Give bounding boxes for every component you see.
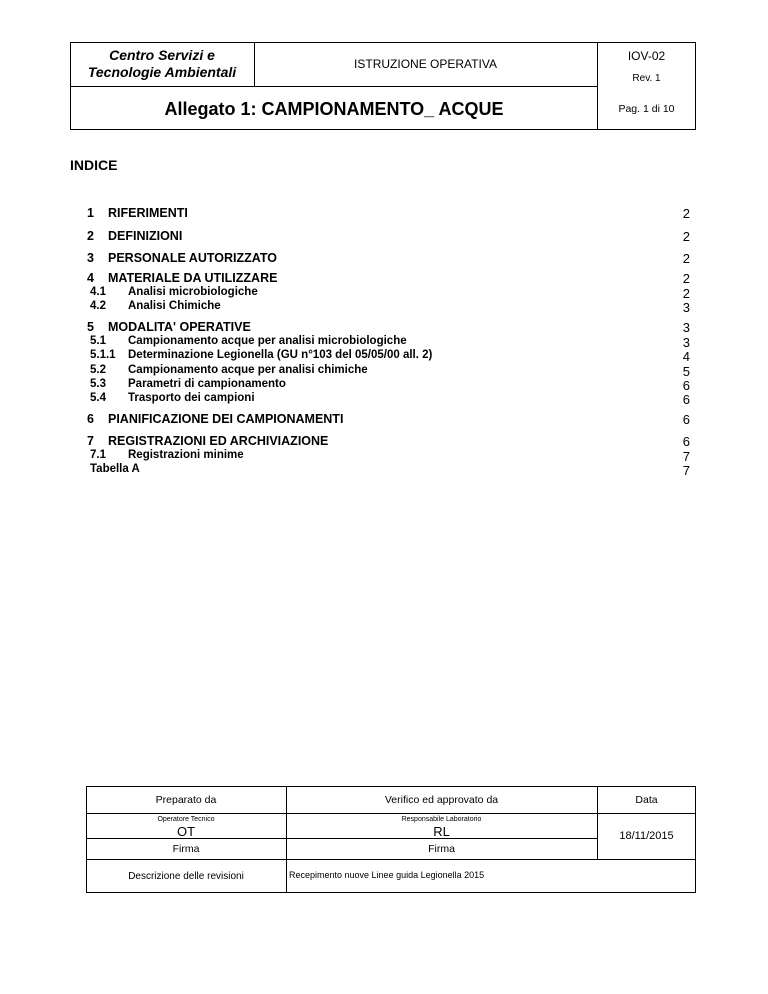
toc-subnumber: 4.2: [90, 300, 106, 312]
toc-number: 4: [87, 271, 94, 285]
toc-subtitle: Analisi Chimiche: [128, 300, 221, 312]
toc-entry[interactable]: [70, 412, 690, 428]
prepared-label: Preparato da: [155, 793, 217, 806]
toc-page: 3: [682, 300, 690, 315]
revision-number: Rev. 1: [632, 72, 661, 84]
toc-number: 5: [87, 320, 94, 334]
date-label: Data: [635, 793, 658, 806]
toc-subentry[interactable]: [70, 364, 690, 378]
org-line-2: Tecnologie Ambientali: [87, 64, 237, 80]
toc-entry[interactable]: [70, 251, 690, 267]
toc-title: PERSONALE AUTORIZZATO: [108, 251, 277, 265]
toc-subentry[interactable]: [70, 449, 690, 463]
toc-entry[interactable]: [70, 206, 690, 222]
toc-entry[interactable]: [70, 229, 690, 245]
verified-label: Verifico ed approvato da: [384, 793, 499, 806]
verified-role: Responsabile Laboratorio: [401, 815, 482, 823]
organization-name: [70, 42, 254, 86]
toc-subtitle: Campionamento acque per analisi microbiologiche: [128, 335, 407, 347]
toc-page: 2: [682, 251, 690, 266]
toc-page: 5: [682, 364, 690, 379]
toc-subtitle: Registrazioni minime: [128, 449, 244, 461]
toc-number: 7: [87, 434, 94, 448]
page-number: Pag. 1 di 10: [618, 103, 675, 115]
toc-subnumber: 4.1: [90, 286, 106, 298]
toc-subentry[interactable]: [70, 463, 690, 477]
index-heading: INDICE: [70, 157, 118, 173]
toc-subtitle: Analisi microbiologiche: [128, 286, 258, 298]
toc-subentry[interactable]: [70, 392, 690, 406]
toc-title: MODALITA' OPERATIVE: [108, 320, 251, 334]
toc-page: 2: [682, 206, 690, 221]
toc-page: 6: [682, 412, 690, 427]
toc-title: PIANIFICAZIONE DEI CAMPIONAMENTI: [108, 412, 344, 426]
verified-signature-label: Firma: [428, 843, 455, 855]
toc-number: 3: [87, 251, 94, 265]
toc-page: 7: [682, 463, 690, 478]
revisions-value: Recepimento nuove Linee guida Legionella 2015: [289, 870, 485, 880]
toc-subentry[interactable]: [70, 286, 690, 300]
toc-subtitle: Trasporto dei campioni: [128, 392, 255, 404]
toc-subtitle: Determinazione Legionella (GU n°103 del 05/05/00 all. 2): [128, 349, 433, 361]
document-type: ISTRUZIONE OPERATIVA: [354, 57, 497, 71]
toc-subtitle: Campionamento acque per analisi chimiche: [128, 364, 368, 376]
toc-title: MATERIALE DA UTILIZZARE: [108, 271, 278, 285]
toc-number: 6: [87, 412, 94, 426]
toc-subtitle: Parametri di campionamento: [128, 378, 286, 390]
toc-page: 2: [682, 271, 690, 286]
toc-subnumber: 5.1.1: [90, 349, 116, 361]
revisions-label: Descrizione delle revisioni: [128, 871, 244, 882]
prepared-initials: OT: [176, 823, 196, 839]
toc-extra-title: Tabella A: [90, 463, 140, 475]
prepared-signature-label: Firma: [172, 843, 200, 855]
org-line-1: Centro Servizi e: [109, 47, 215, 63]
toc-entry[interactable]: [70, 320, 690, 336]
toc-subnumber: 7.1: [90, 449, 106, 461]
toc-subentry[interactable]: [70, 335, 690, 349]
verified-initials: RL: [433, 823, 450, 839]
toc-title: REGISTRAZIONI ED ARCHIVIAZIONE: [108, 434, 329, 448]
toc-entry[interactable]: [70, 434, 690, 450]
date-value: 18/11/2015: [619, 830, 674, 842]
toc-number: 1: [87, 206, 94, 220]
toc-title: DEFINIZIONI: [108, 229, 183, 243]
toc-entry[interactable]: [70, 271, 690, 287]
toc-page: 7: [682, 449, 690, 464]
toc-page: 3: [682, 320, 690, 335]
toc-subnumber: 5.2: [90, 364, 106, 376]
toc-number: 2: [87, 229, 94, 243]
toc-page: 4: [682, 349, 690, 364]
toc-subnumber: 5.4: [90, 392, 106, 404]
toc-subnumber: 5.3: [90, 378, 106, 390]
toc-page: 6: [682, 434, 690, 449]
toc-subentry[interactable]: [70, 378, 690, 392]
toc-subentry[interactable]: [70, 349, 690, 363]
prepared-role: Operatore Tecnico: [157, 815, 215, 823]
toc-page: 2: [682, 229, 690, 244]
toc-page: 6: [682, 378, 690, 393]
toc-page: 3: [682, 335, 690, 350]
document-code: IOV-02: [627, 49, 666, 63]
toc-subnumber: 5.1: [90, 335, 106, 347]
toc-subentry[interactable]: [70, 300, 690, 314]
toc-page: 2: [682, 286, 690, 301]
document-title: Allegato 1: CAMPIONAMENTO_ ACQUE: [164, 98, 504, 119]
toc-page: 6: [682, 392, 690, 407]
toc-title: RIFERIMENTI: [108, 206, 188, 220]
